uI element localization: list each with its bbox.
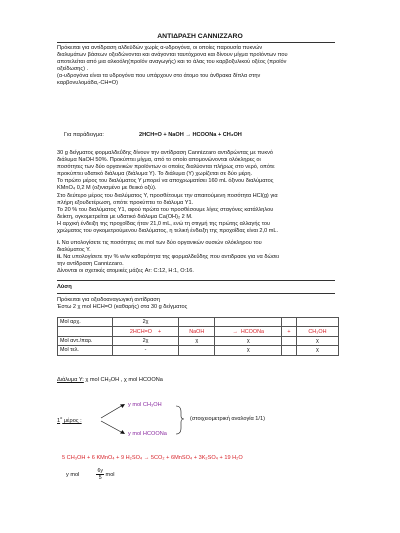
problem-line: χρώματος του ογκομετρούμενου διαλύματος, η τελική ένδειξη της προχοΐδας είναι 2,0 mL. — [57, 228, 279, 235]
problem-line: 30 g δείγματος φορμαλδεΰδης δίνουν την αντίδραση Cannizzaro αντιδρώντας με πυκνό — [57, 150, 274, 156]
question-1-line-2: διαλύματος Υ. — [57, 247, 91, 254]
brace — [176, 406, 184, 434]
problem-line: Η αρχική ένδειξη της προχοΐδας ήταν 21,0 mL, ενώ τη στιγμή της πρώτης αλλαγής του — [57, 220, 270, 227]
problem-line: Το 20 % του διαλύματος Υ1, αφού πρώτα του προσθέσουμε λίγες σταγόνες κατάλληλου — [57, 206, 274, 213]
part1-label-sup: ο — [60, 416, 63, 420]
problem-line: δείκτη, ογκομετρείται με υδατικό διάλυμα Ca(OH)₂ 2 M. — [57, 213, 193, 220]
part1-label — [57, 416, 82, 424]
part1-hcoona: y mol HCOONa — [128, 431, 167, 437]
row-label: Mol αρχ. — [58, 318, 113, 327]
table-cell: CH₃OH — [296, 327, 338, 336]
table-cell: χ — [179, 336, 215, 345]
problem-line: προκύπτει υδατικό διάλυμα (διάλυμα Υ). Το διάλυμα (Υ) χωρίζεται σε δύο μέρη. — [57, 171, 253, 178]
problem-line: διάλυμα NaOH 50%. Προκύπτει μίγμα, από το οποίο απομονώνονται ολόκληρες οι — [57, 157, 261, 164]
solution-y-label: Διάλυμα Υ: — [57, 377, 84, 383]
table-cell: + — [282, 327, 297, 336]
question-2-label: ii. — [57, 254, 62, 261]
problem-line: ποσότητες των δύο οργανικών προϊόντων οι οποίες διαλύονται πλήρως στο νερό, οπότε — [57, 164, 275, 171]
intro-line: Πρόκειται για αντίδραση αλδεϋδών χωρίς α-υδρογόνα, οι οποίες παρουσία πυκνών — [57, 45, 263, 51]
ratio-note: (στοιχειομετρική αναλογία 1/1) — [190, 416, 265, 422]
fraction-denominator: 5 — [98, 475, 102, 481]
intro-line: καρβονυλομάδα,-CH=O) — [57, 80, 118, 87]
row-label: Mol αντ./παρ. — [58, 336, 113, 345]
last-line — [66, 468, 115, 481]
part1-label-number: 1 — [57, 417, 61, 424]
fraction — [96, 468, 103, 481]
intro-line: αποτελείται από μια αλκοόλη(προϊόν αναγωγής) και το άλας του καρβοξυλικού οξέος (προϊόν — [57, 59, 287, 66]
table-cell: χ — [215, 336, 282, 345]
reactant-formaldehyde: 2HCH=O — [129, 328, 152, 335]
row-label: Mol τελ. — [58, 346, 113, 355]
question-2-line-2: την αντίδραση Cannizzaro. — [57, 261, 124, 268]
document-title: ΑΝΤΙΔΡΑΣΗ CANNIZZARO — [157, 33, 243, 40]
plus-sign: + — [157, 328, 162, 335]
last-line-right: mol — [105, 471, 115, 478]
question-2-text: Να υπολογίσετε την % w/w καθαρότητα της φορμαλδεΰδης που αντιδρασε για να δώσει — [61, 254, 280, 261]
example-equation: 2HCH=O + NaOH → HCOONa + CH₃OH — [139, 132, 242, 138]
example-label: Για παράδειγμα: — [64, 132, 104, 138]
solution-heading: Λύση — [57, 284, 72, 290]
table-cell: 2χ — [113, 318, 179, 327]
product-hcoona: HCOONa — [240, 328, 264, 335]
intro-line: (α-υδρογόνα είναι τα υδρογόνα που υπάρχουν στο άτομο του άνθρακα δίπλα στην — [57, 73, 261, 80]
arrow-down-line — [101, 421, 123, 433]
table-cell: - — [113, 346, 179, 355]
last-line-left: y mol — [66, 471, 80, 478]
intro-line: οξείδωσης) . — [57, 66, 89, 73]
problem-line: Το πρώτο μέρος του διαλύματος Υ μπορεί να αποχρωματίσει 160 mL όξινου διαλύματος — [57, 178, 274, 185]
table-cell: χ — [296, 336, 338, 345]
atomic-masses-note: Δίνονται οι σχετικές ατομικές μάζες Ar: C:12, H:1, O:16. — [57, 268, 194, 275]
fraction-numerator: 6y — [97, 468, 103, 474]
intro-line: διαλυμάτων βάσεων οξειδώνονται και ανάγονται ταυτόχρονα και δίνουν μίγμα προϊόντων που — [57, 52, 288, 59]
solution-line: Έστω 2 χ mol HCH=O (καθαρής) στα 30 g δείγματος — [57, 304, 188, 311]
arrow-up-line — [101, 405, 123, 418]
question-1-label: i. — [57, 240, 61, 246]
solution-line: Πρόκειται για οξειδοαναγωγική αντίδραση — [57, 297, 160, 303]
table-cell: NaOH — [179, 327, 215, 336]
table-cell: 2χ — [113, 336, 179, 345]
problem-line: Στο δεύτερο μέρος του διαλύματος Υ, προσθέτουμε την απαιτούμενη ποσότητα HCl(g) για — [57, 192, 278, 199]
table-cell: χ — [215, 346, 282, 355]
problem-line: KMnO₄ 0,2 M (οξινισμένο με θειικό οξύ). — [57, 185, 157, 192]
part1-ch3oh: y mol CH₃OH — [128, 402, 162, 408]
table-cell: χ — [296, 346, 338, 355]
solution-y-text: χ mol CH₃OH , χ mol HCOONa — [83, 377, 163, 383]
problem-line: πλήρη εξουδετέρωση, οπότε προκύπτει το διάλυμα Υ1. — [57, 199, 194, 206]
reaction-arrow: → — [232, 328, 238, 335]
question-1-text: Να υπολογίσετε τις ποσότητες σε mol των δύο οργανικών ουσιών ολόκληρου του — [60, 240, 262, 246]
redox-equation: 5 CH₃OH + 6 KMnO₄ + 9 H₂SO₄ → 5CO₂ + 6MnSO₄ + 3K₂SO₄ + 19 H₂O — [62, 455, 243, 461]
part1-label-rest: μέρος : — [62, 417, 82, 424]
